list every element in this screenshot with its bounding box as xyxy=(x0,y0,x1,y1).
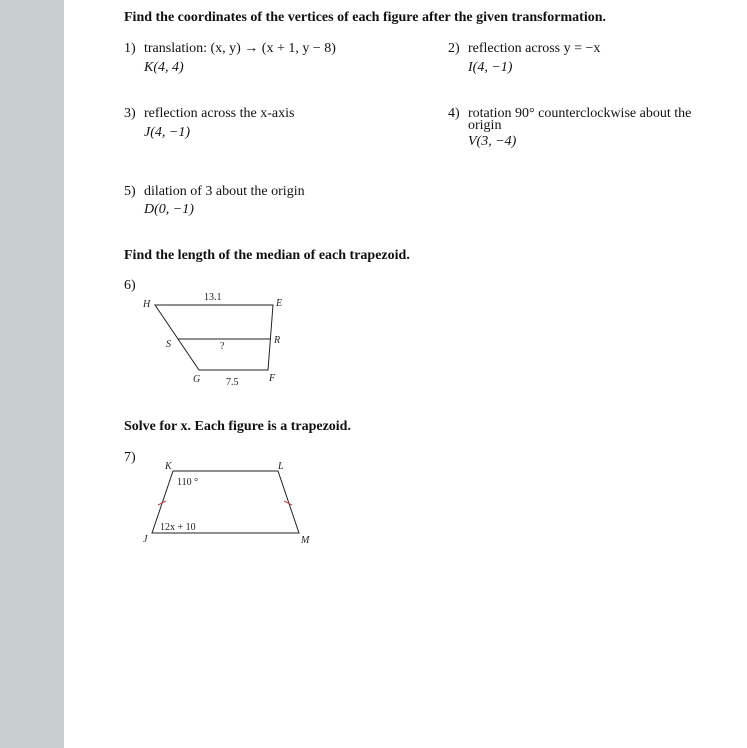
problem-7-number: 7) xyxy=(124,450,136,465)
label-median: ? xyxy=(220,341,225,352)
problem-1-point: K(4, 4) xyxy=(144,60,184,75)
problem-5-text: dilation of 3 about the origin xyxy=(144,184,305,199)
section1-heading: Find the coordinates of the vertices of each figure after the given transformation. xyxy=(124,10,606,25)
label-L: L xyxy=(278,461,284,472)
label-R: R xyxy=(274,335,281,346)
problem-4-number: 4) xyxy=(448,106,460,121)
problem-3-number: 3) xyxy=(124,106,136,121)
label-angle: 110 ° xyxy=(177,477,199,488)
label-F: F xyxy=(269,373,276,384)
problem-5-point: D(0, −1) xyxy=(144,202,194,217)
label-M: M xyxy=(301,535,310,546)
problem-3-text: reflection across the x-axis xyxy=(144,106,295,121)
label-H: H xyxy=(143,299,151,310)
label-top: 13.1 xyxy=(204,292,222,303)
label-J: J xyxy=(143,534,148,545)
problem-6-number: 6) xyxy=(124,278,136,293)
problem-4-point: V(3, −4) xyxy=(468,134,517,149)
problem-2-number: 2) xyxy=(448,41,460,56)
label-E: E xyxy=(276,298,283,309)
problem-4-text: rotation 90° counterclockwise about the xyxy=(468,106,692,121)
label-S: S xyxy=(166,339,171,350)
label-G: G xyxy=(193,374,201,385)
problem-1-number: 1) xyxy=(124,41,136,56)
label-bottom: 7.5 xyxy=(226,377,239,388)
problem-4-text2: origin xyxy=(468,118,502,133)
trapezoid-6 xyxy=(155,305,273,370)
problem-5-number: 5) xyxy=(124,184,136,199)
problem-1-text: translation: (x, y) → (x + 1, y − 8) xyxy=(144,41,336,56)
problem-2-text: reflection across y = −x xyxy=(468,41,601,56)
section2-heading: Find the length of the median of each trapezoid. xyxy=(124,248,410,263)
label-expression: 12x + 10 xyxy=(160,522,196,533)
section3-heading: Solve for x. Each figure is a trapezoid. xyxy=(124,419,351,434)
problem-2-point: I(4, −1) xyxy=(468,60,513,75)
label-K: K xyxy=(165,461,172,472)
problem-3-point: J(4, −1) xyxy=(144,125,190,140)
